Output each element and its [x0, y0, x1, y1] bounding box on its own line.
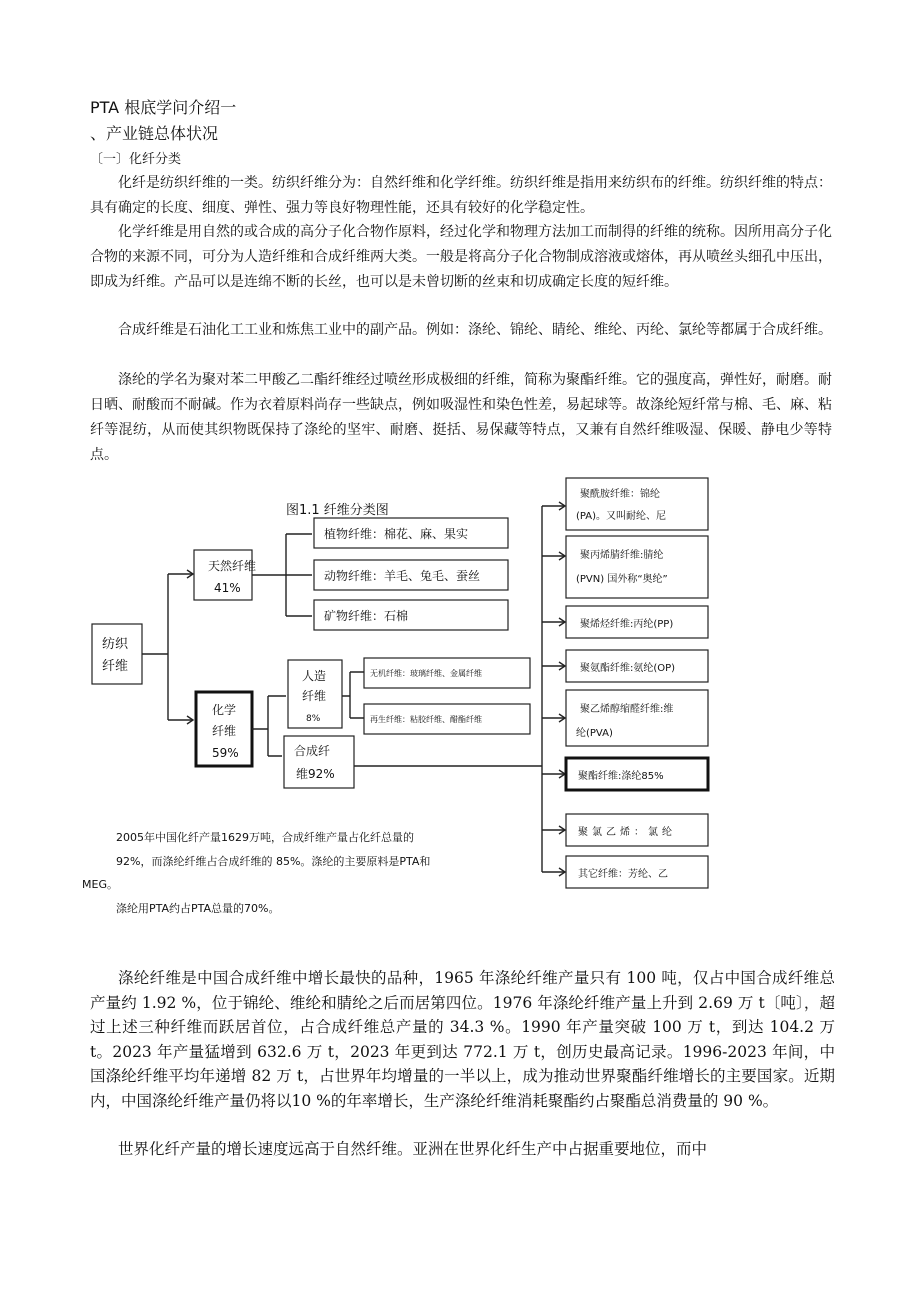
chemical-fiber-label-1: 化学: [212, 703, 237, 717]
inorganic-fiber-label: 无机纤维：玻璃纤维、金属纤维: [370, 669, 482, 678]
pvc-label: 聚氯乙烯：氯纶: [578, 827, 676, 838]
chemical-connector: [252, 696, 286, 756]
chemical-fiber-share: 59%: [212, 746, 239, 760]
regenerated-fiber-label: 再生纤维：粘胶纤维、醋酯纤维: [370, 715, 482, 724]
mineral-fiber-label: 矿物纤维：石棉: [324, 609, 409, 623]
paragraph-4: 涤纶的学名为聚对苯二甲酸乙二酯纤维经过喷丝形成极细的纤维，简称为聚酯纤维。它的强度高，弹性好，耐磨。耐日晒、耐酸而不耐碱。作为衣着原料尚存一些缺点，例如吸湿性和染色性差，易起球等。故涤纶短纤常与棉、毛、麻、粘纤等混纺，从而使其织物既保持了涤纶的坚牢、耐磨、挺括、易保藏等特点，又兼有自然纤维吸湿、保暖、静电少等特点。: [90, 372, 832, 463]
manmade-share: 8%: [306, 714, 321, 724]
synthetic-arrowheads: [559, 502, 565, 876]
natural-fiber-label: 天然纤维: [208, 559, 257, 573]
subsection-heading: 〔一〕化纤分类: [90, 152, 182, 167]
root-label-2: 纤维: [102, 659, 129, 674]
chemical-fiber-label-2: 纤维: [212, 724, 237, 738]
paragraph-1: 化纤是纺织纤维的一类。纺织纤维分为：自然纤维和化学纤维。纺织纤维是指用来纺织布的纤维。纺织纤维的特点：具有确定的长度、细度、弹性、强力等良好物理性能，还具有较好的化学稳定性。: [90, 175, 832, 216]
root-label-1: 纺织: [102, 637, 129, 652]
section-heading: 、产业链总体状况: [90, 124, 219, 143]
acrylic-label-1: 聚丙烯腈纤维:腈纶: [580, 550, 664, 561]
diagram-note-3: MEG。: [82, 878, 118, 891]
acrylic-label-2: (PVN) 国外称“奥纶”: [576, 574, 668, 585]
animal-fiber-label: 动物纤维：羊毛、兔毛、蚕丝: [324, 569, 481, 583]
plant-fiber-label: 植物纤维：棉花、麻、果实: [324, 527, 469, 541]
vinylon-label-1: 聚乙烯醇缩醛纤维:维: [580, 704, 674, 715]
paragraph-6: 世界化纤产量的增长速度远高于自然纤维。亚洲在世界化纤生产中占据重要地位，而中: [118, 1140, 708, 1158]
manmade-label-1: 人造: [302, 669, 327, 683]
synthetic-label-2: 维92%: [296, 767, 335, 781]
paragraph-5: 涤纶纤维是中国合成纤维中增长最快的品种，1965 年涤纶纤维产量只有 100 吨，仅占中国合成纤维总产量约 1.92 %，位于锦纶、维纶和腈纶之后而居第四位。1976 年涤纶纤维产量上升到 2.69 万 t〔吨〕，超过上述三种纤维而跃居首位，占合成纤维总产量的 34.3 %。1990 年产量突破 100 万 t，到达 104.2 万 t。2023 年产量猛增到 632.6 万 t，2023 年更到达 772.1 万 t，创历史最高记录。1996-2023 年间，中国涤纶纤维平均年递增 82 万 t，占世界年均增量的一半以上，成为推动世界聚酯纤维增长的主要国家。近期内，中国涤纶纤维产量仍将以10 %的年率增长，生产涤纶纤维消耗聚酯约占聚酯总消费量的 90 %。: [90, 969, 835, 1110]
diagram-note-4: 涤纶用PTA约占PTA总量的70%。: [116, 902, 280, 915]
diagram-note-1: 2005年中国化纤产量1629万吨，合成纤维产量占化纤总量的: [116, 831, 414, 844]
polyolefin-label: 聚烯烃纤维:丙纶(PP): [580, 619, 674, 630]
synthetic-branches: [542, 506, 564, 872]
root-arrowheads: [187, 570, 193, 724]
diagram-title: 图1.1 纤维分类图: [286, 503, 389, 518]
root-connector: [142, 574, 192, 720]
polyamide-label-2: (PA)。又叫耐纶、尼: [576, 511, 667, 522]
polyester-label: 聚酯纤维:涤纶85%: [578, 771, 664, 782]
manmade-connector: [342, 672, 364, 718]
doc-title: PTA 根底学问介绍一: [90, 98, 237, 117]
paragraph-2: 化学纤维是用自然的或合成的高分子化合物作原料，经过化学和物理方法加工而制得的纤维的统称。因所用高分子化合物的来源不同，可分为人造纤维和合成纤维两大类。一般是将高分子化合物制成溶液或熔体，再从喷丝头细孔中压出，即成为纤维。产品可以是连绵不断的长丝，也可以是未曾切断的丝束和切成确定长度的短纤维。: [90, 224, 832, 290]
natural-fiber-share: 41%: [214, 581, 241, 595]
vinylon-label-2: 纶(PVA): [576, 728, 613, 739]
other-fiber-label: 其它纤维：芳纶、乙: [578, 869, 668, 880]
acrylic-box: [566, 536, 708, 598]
diagram-note-2: 92%，而涤纶纤维占合成纤维的 85%。涤纶的主要原料是PTA和: [116, 855, 431, 868]
root-box: [92, 624, 142, 684]
natural-connector: [252, 534, 312, 616]
synthetic-label-1: 合成纤: [294, 744, 331, 758]
fiber-classification-diagram: [82, 466, 728, 916]
polyamide-label-1: 聚酰胺纤维：锦纶: [580, 489, 660, 500]
paragraph-3: 合成纤维是石油化工工业和炼焦工业中的副产品。例如：涤纶、锦纶、睛纶、维纶、丙纶、氯纶等都属于合成纤维。: [118, 322, 832, 338]
polyamide-box: [566, 478, 708, 530]
polyurethane-label: 聚氨酯纤维:氨纶(OP): [580, 663, 676, 674]
manmade-label-2: 纤维: [302, 689, 327, 703]
